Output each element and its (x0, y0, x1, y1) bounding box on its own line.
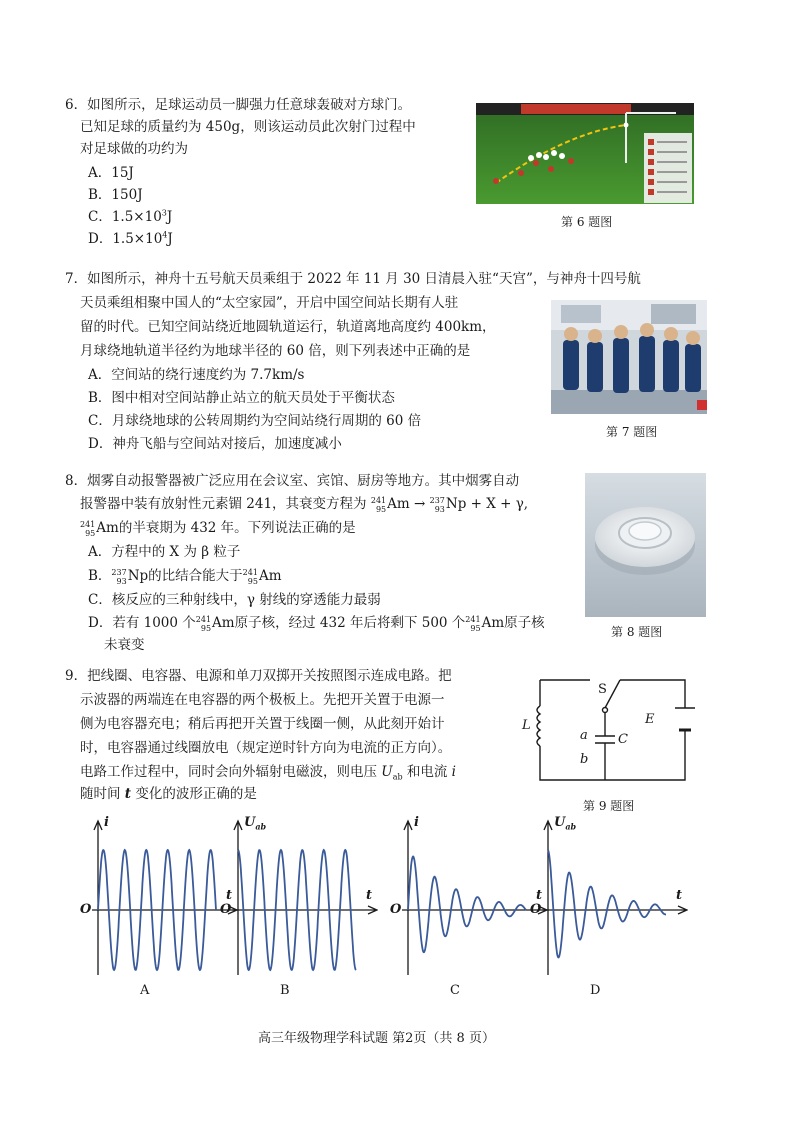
q8-option-c[interactable]: C．核反应的三种射线中，γ 射线的穿透能力最弱 (88, 592, 381, 608)
x-axis-label: t (536, 888, 543, 903)
graph-option-label: B (280, 983, 290, 998)
q7-astronaut-photo (551, 300, 707, 414)
q8-stem-line2: 报警器中装有放射性元素镅 241，其衰变方程为 241 95 Am → 237 93 Np + X + γ, (80, 495, 529, 514)
q8-option-a[interactable]: A．方程中的 X 为 β 粒子 (88, 544, 241, 560)
q7-stem-line2: 天员乘组相聚中国人的“太空家园”，开启中国空间站长期有人驻 (80, 295, 459, 311)
circuit-label-a: a (580, 728, 588, 743)
x-axis-label: t (366, 888, 373, 903)
q6-stem-line3: 对足球做的功约为 (80, 141, 188, 157)
origin-label: O (220, 902, 232, 917)
page-footer: 高三年级物理学科试题 第2页（共 8 页） (258, 1031, 495, 1046)
waveform-graph-c[interactable] (388, 815, 548, 1010)
circuit-label-b: b (580, 752, 589, 767)
y-axis-label: i (414, 815, 419, 830)
q7-option-d[interactable]: D．神舟飞船与空间站对接后，加速度减小 (88, 436, 342, 452)
waveform-curve (408, 857, 526, 953)
graph-option-label: D (590, 983, 601, 998)
waveform-svg (78, 815, 238, 980)
q8-figure-caption: 第 8 题图 (611, 625, 663, 639)
q7-stem-line1: 7．如图所示，神舟十五号航天员乘组于 2022 年 11 月 30 日清晨入驻“天宫”，与神舟十四号航 (65, 271, 641, 287)
x-axis-label: t (676, 888, 683, 903)
origin-label: O (530, 902, 542, 917)
y-axis-label: $U_{ab}$ (554, 815, 577, 832)
q6-figure-caption: 第 6 题图 (561, 215, 613, 229)
q7-stem-line3: 留的时代。已知空间站绕近地圆轨道运行，轨道离地高度约 400km， (80, 319, 496, 335)
waveform-graph-d[interactable] (528, 815, 688, 1010)
q8-option-d[interactable]: D．若有 1000 个 241 95 Am原子核，经过 432 年后将剩下 500 个 241 95 Am原子核 (88, 614, 545, 633)
q9-circuit-diagram (520, 668, 700, 788)
graph-option-label: C (450, 983, 460, 998)
q6-stem-line1: 6．如图所示，足球运动员一脚强力任意球轰破对方球门。 (65, 97, 412, 113)
waveform-graph-a[interactable] (78, 815, 238, 1010)
q9-stem-line4: 时，电容器通过线圈放电（规定逆时针方向为电流的正方向）。 (80, 740, 452, 756)
origin-label: O (80, 902, 92, 917)
y-axis (544, 821, 552, 975)
y-axis-label: i (104, 815, 109, 830)
x-axis-label: t (226, 888, 233, 903)
q6-option-c[interactable]: C．$1.5\times 10^3J$ (88, 208, 173, 225)
y-axis-label: $U_{ab}$ (244, 815, 267, 832)
q6-stem-line2: 已知足球的质量约为 450g，则该运动员此次射门过程中 (80, 119, 416, 135)
q9-stem-line1: 9．把线圈、电容器、电源和单刀双掷开关按照图示连成电路。把 (65, 668, 452, 684)
waveform-svg (388, 815, 548, 980)
waveform-graph-b[interactable] (218, 815, 378, 1010)
q7-figure-caption: 第 7 题图 (606, 425, 658, 439)
q9-figure-caption: 第 9 题图 (583, 799, 635, 813)
q7-option-b[interactable]: B．图中相对空间站静止站立的航天员处于平衡状态 (88, 390, 395, 406)
y-axis (234, 821, 242, 975)
q8-stem-line3: 241 95 Am的半衰期为 432 年。下列说法正确的是 (80, 519, 356, 538)
q6-football-photo (476, 103, 694, 204)
q8-stem-line1: 8．烟雾自动报警器被广泛应用在会议室、宾馆、厨房等地方。其中烟雾自动 (65, 473, 520, 489)
waveform-curve (548, 850, 666, 958)
q7-option-c[interactable]: C．月球绕地球的公转周期约为空间站绕行周期的 60 倍 (88, 413, 422, 429)
q9-stem-line5: 电路工作过程中，同时会向外辐射电磁波，则电压 $U_{ab}$ 和电流 i (80, 764, 456, 782)
q9-stem-line6: 随时间 t 变化的波形正确的是 (80, 786, 257, 802)
circuit-label-l: L (522, 718, 531, 733)
q9-stem-line2: 示波器的两端连在电容器的两个极板上。先把开关置于电源一 (80, 692, 445, 708)
circuit-label-s: S (598, 682, 607, 697)
q7-stem-line4: 月球绕地轨道半径约为地球半径的 60 倍，则下列表述中正确的是 (80, 343, 471, 359)
graph-option-label: A (140, 983, 150, 998)
q8-option-d-line2: 未衰变 (104, 637, 145, 653)
waveform-svg (528, 815, 688, 980)
q6-option-d[interactable]: D．$1.5\times 10^4J$ (88, 230, 173, 247)
waveform-svg (218, 815, 378, 980)
q9-stem-line3: 侧为电容器充电；稍后再把开关置于线圈一侧，从此刻开始计 (80, 716, 445, 732)
q8-option-b[interactable]: B． 237 93 Np的比结合能大于 241 95 Am (88, 567, 282, 586)
q7-option-a[interactable]: A．空间站的绕行速度约为 7.7km/s (88, 367, 305, 383)
origin-label: O (390, 902, 402, 917)
circuit-label-c: C (618, 732, 628, 747)
q6-option-a[interactable]: A．15J (88, 165, 134, 181)
q6-option-b[interactable]: B．150J (88, 187, 143, 203)
circuit-label-e: E (645, 712, 655, 727)
q8-smoke-alarm-photo (585, 473, 706, 617)
